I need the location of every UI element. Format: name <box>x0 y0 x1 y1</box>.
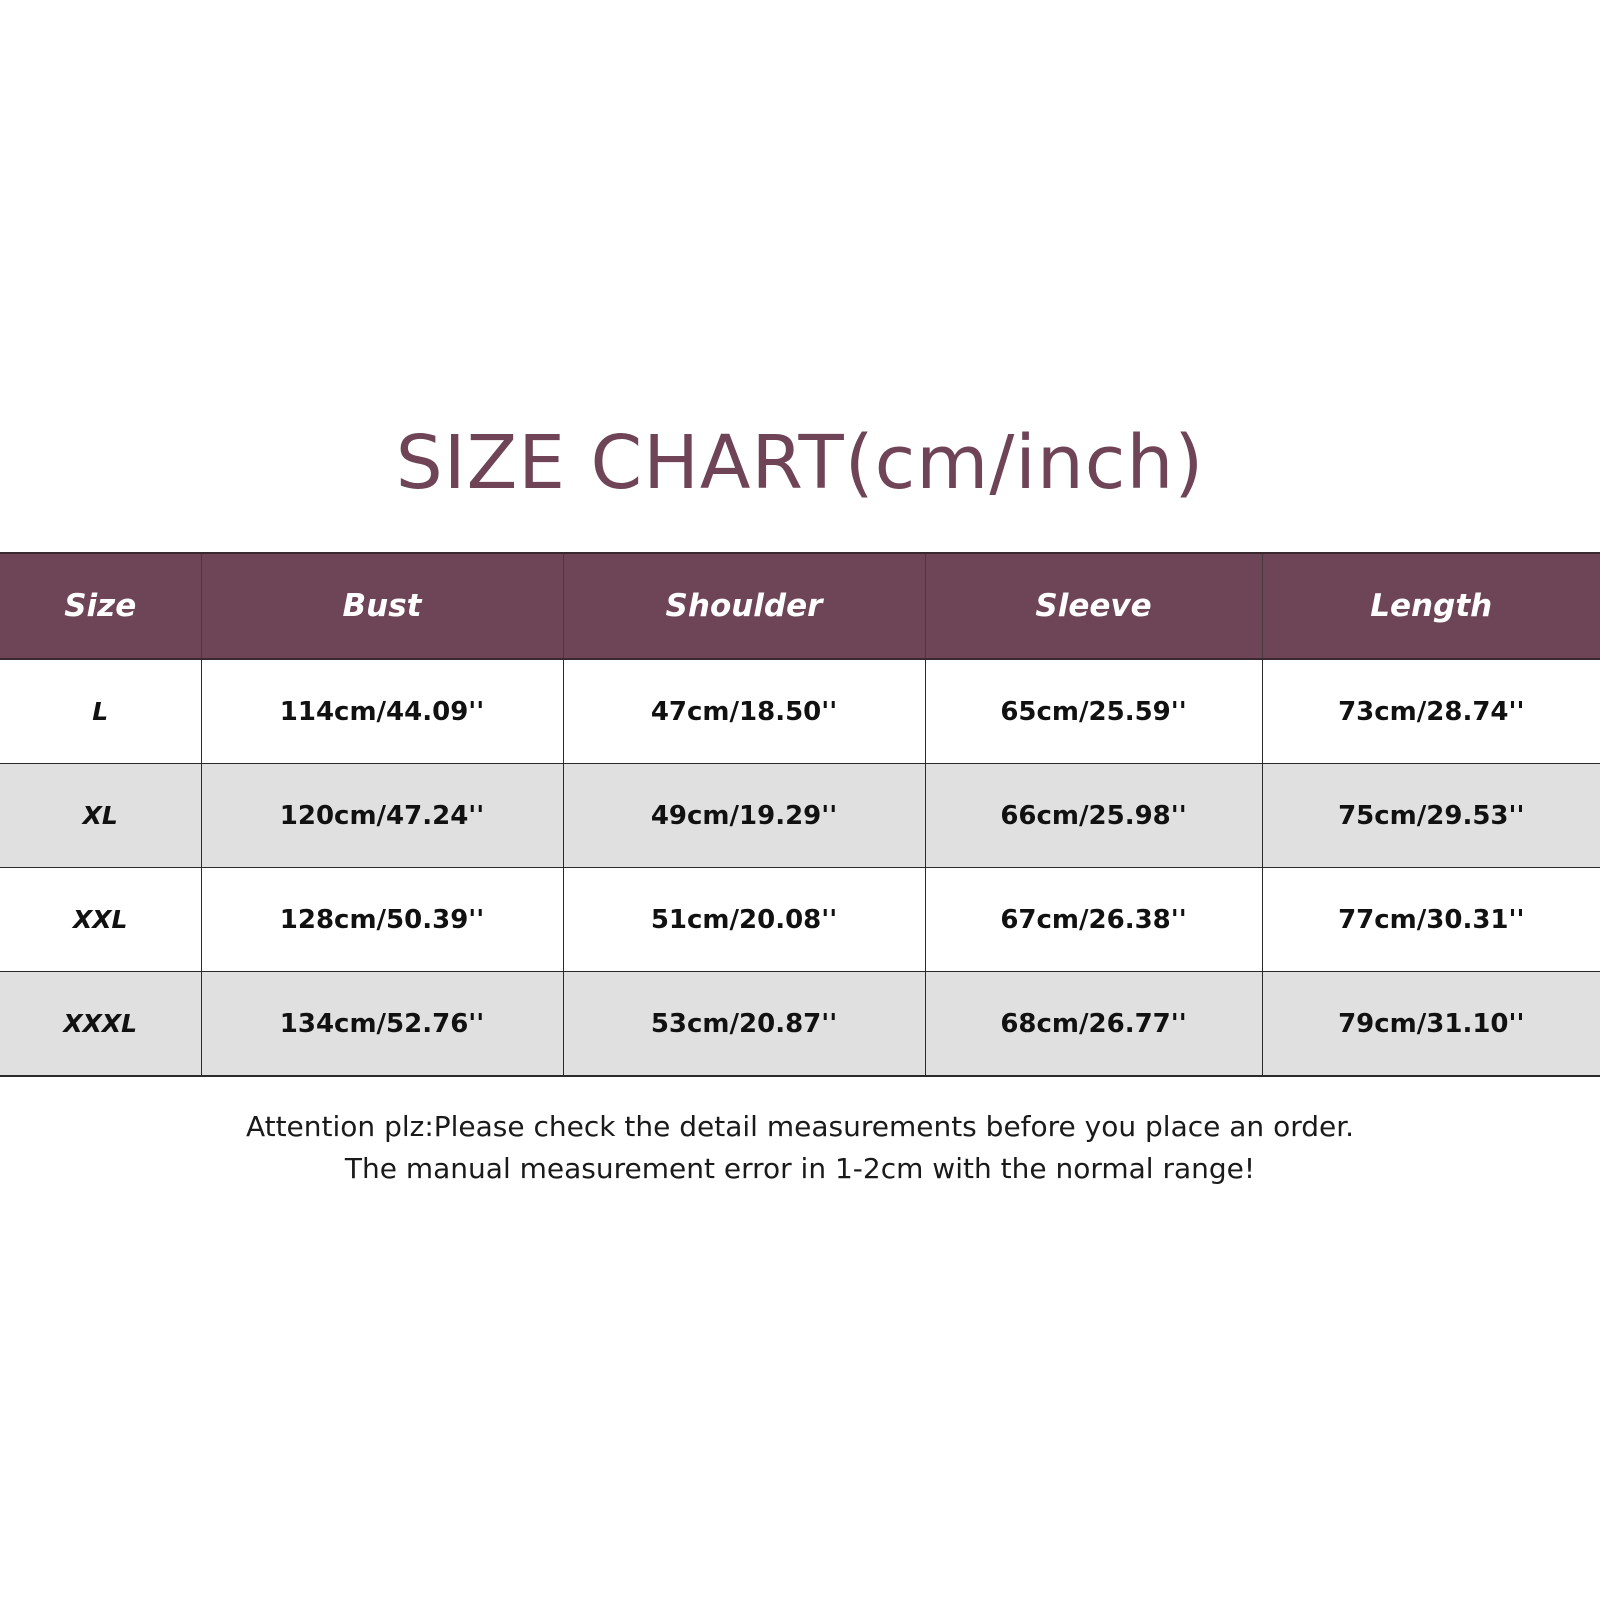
size-cell: XXXL <box>0 972 201 1077</box>
bust-cell: 120cm/47.24'' <box>201 764 563 868</box>
header-length: Length <box>1262 553 1600 659</box>
page-title: SIZE CHART(cm/inch) <box>395 420 1205 506</box>
length-cell: 79cm/31.10'' <box>1262 972 1600 1077</box>
shoulder-cell: 47cm/18.50'' <box>563 659 925 764</box>
header-shoulder: Shoulder <box>563 553 925 659</box>
length-cell: 75cm/29.53'' <box>1262 764 1600 868</box>
size-cell: XXL <box>0 868 201 972</box>
table-header-row <box>0 553 1600 659</box>
length-cell: 77cm/30.31'' <box>1262 868 1600 972</box>
measurement-error-note: The manual measurement error in 1-2cm with the normal range! <box>344 1152 1256 1185</box>
table-row <box>0 972 1600 1077</box>
shoulder-cell: 49cm/19.29'' <box>563 764 925 868</box>
sleeve-cell: 68cm/26.77'' <box>925 972 1262 1077</box>
shoulder-cell: 51cm/20.08'' <box>563 868 925 972</box>
size-cell: XL <box>0 764 201 868</box>
header-size: Size <box>0 553 201 659</box>
sleeve-cell: 66cm/25.98'' <box>925 764 1262 868</box>
size-chart-table <box>0 552 1600 1077</box>
bust-cell: 128cm/50.39'' <box>201 868 563 972</box>
sleeve-cell: 65cm/25.59'' <box>925 659 1262 764</box>
shoulder-cell: 53cm/20.87'' <box>563 972 925 1077</box>
table-row <box>0 868 1600 972</box>
bust-cell: 134cm/52.76'' <box>201 972 563 1077</box>
header-sleeve: Sleeve <box>925 553 1262 659</box>
table-row <box>0 764 1600 868</box>
table-row <box>0 659 1600 764</box>
header-bust: Bust <box>201 553 563 659</box>
size-cell: L <box>0 659 201 764</box>
attention-note: Attention plz:Please check the detail measurements before you place an order. <box>245 1110 1355 1143</box>
bust-cell: 114cm/44.09'' <box>201 659 563 764</box>
sleeve-cell: 67cm/26.38'' <box>925 868 1262 972</box>
length-cell: 73cm/28.74'' <box>1262 659 1600 764</box>
